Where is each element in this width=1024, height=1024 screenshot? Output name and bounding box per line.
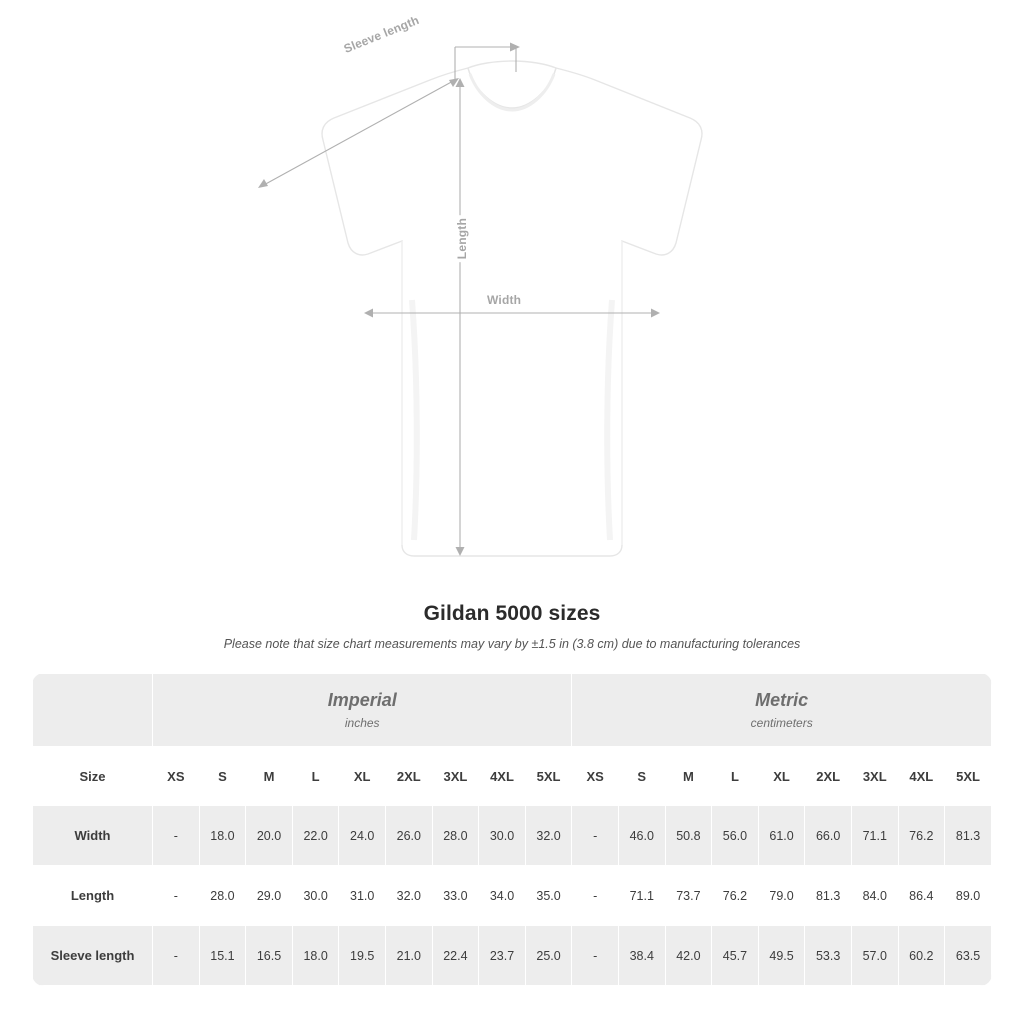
cell-width-metric-xl: 61.0 bbox=[758, 806, 805, 866]
table-row bbox=[33, 806, 992, 866]
size-header-metric-m: M bbox=[665, 747, 712, 806]
size-header-metric-xl: XL bbox=[758, 747, 805, 806]
tshirt-shape bbox=[322, 61, 702, 556]
size-header-imperial-5xl: 5XL bbox=[525, 747, 572, 806]
row-header-sleeve-length: Sleeve length bbox=[33, 926, 153, 986]
cell-length-metric-s: 71.1 bbox=[618, 866, 665, 926]
cell-width-imperial-m: 20.0 bbox=[246, 806, 293, 866]
size-header-imperial-m: M bbox=[246, 747, 293, 806]
tolerance-note: Please note that size chart measurements may vary by ±1.5 in (3.8 cm) due to manufacturing tolerances bbox=[223, 637, 801, 651]
size-header-imperial-s: S bbox=[199, 747, 246, 806]
cell-width-imperial-xl: 24.0 bbox=[339, 806, 386, 866]
size-header-metric-5xl: 5XL bbox=[945, 747, 992, 806]
size-header-imperial-3xl: 3XL bbox=[432, 747, 479, 806]
cell-sleeve-length-metric-xs: - bbox=[572, 926, 619, 986]
cell-sleeve-length-imperial-4xl: 23.7 bbox=[479, 926, 526, 986]
cell-width-imperial-l: 22.0 bbox=[292, 806, 339, 866]
cell-width-imperial-2xl: 26.0 bbox=[386, 806, 433, 866]
size-header-metric-s: S bbox=[618, 747, 665, 806]
cell-length-imperial-xl: 31.0 bbox=[339, 866, 386, 926]
size-header-row bbox=[33, 747, 992, 806]
unit-name: Metric bbox=[755, 690, 809, 710]
unit-row-corner bbox=[33, 674, 153, 747]
size-header-metric-xs: XS bbox=[572, 747, 619, 806]
cell-length-metric-3xl: 84.0 bbox=[851, 866, 898, 926]
cell-length-metric-xl: 79.0 bbox=[758, 866, 805, 926]
cell-length-metric-4xl: 86.4 bbox=[898, 866, 945, 926]
size-header-imperial-xs: XS bbox=[153, 747, 200, 806]
cell-sleeve-length-imperial-3xl: 22.4 bbox=[432, 926, 479, 986]
cell-width-imperial-4xl: 30.0 bbox=[479, 806, 526, 866]
table-row bbox=[33, 926, 992, 986]
unit-subtitle: inches bbox=[344, 716, 380, 730]
cell-length-imperial-4xl: 34.0 bbox=[479, 866, 526, 926]
sleeve-length-dimension-label: Sleeve length bbox=[339, 12, 424, 57]
cell-sleeve-length-imperial-xs: - bbox=[153, 926, 200, 986]
size-header-imperial-l: L bbox=[292, 747, 339, 806]
cell-width-metric-2xl: 66.0 bbox=[805, 806, 852, 866]
cell-length-metric-m: 73.7 bbox=[665, 866, 712, 926]
cell-width-imperial-5xl: 32.0 bbox=[525, 806, 572, 866]
cell-sleeve-length-imperial-xl: 19.5 bbox=[339, 926, 386, 986]
row-header-length: Length bbox=[33, 866, 153, 926]
cell-sleeve-length-metric-5xl: 63.5 bbox=[945, 926, 992, 986]
cell-length-imperial-3xl: 33.0 bbox=[432, 866, 479, 926]
unit-subtitle: centimeters bbox=[750, 716, 813, 730]
size-header-metric-l: L bbox=[712, 747, 759, 806]
cell-sleeve-length-metric-4xl: 60.2 bbox=[898, 926, 945, 986]
cell-width-metric-4xl: 76.2 bbox=[898, 806, 945, 866]
cell-sleeve-length-imperial-m: 16.5 bbox=[246, 926, 293, 986]
width-dimension-label: Width bbox=[484, 293, 524, 307]
cell-width-metric-xs: - bbox=[572, 806, 619, 866]
unit-header-metric bbox=[572, 674, 992, 747]
cell-sleeve-length-metric-s: 38.4 bbox=[618, 926, 665, 986]
cell-sleeve-length-metric-xl: 49.5 bbox=[758, 926, 805, 986]
cell-length-metric-xs: - bbox=[572, 866, 619, 926]
size-header-imperial-2xl: 2XL bbox=[386, 747, 433, 806]
cell-sleeve-length-metric-l: 45.7 bbox=[712, 926, 759, 986]
cell-length-imperial-5xl: 35.0 bbox=[525, 866, 572, 926]
cell-width-metric-3xl: 71.1 bbox=[851, 806, 898, 866]
cell-sleeve-length-metric-m: 42.0 bbox=[665, 926, 712, 986]
cell-length-metric-2xl: 81.3 bbox=[805, 866, 852, 926]
size-header-metric-2xl: 2XL bbox=[805, 747, 852, 806]
size-header-imperial-4xl: 4XL bbox=[479, 747, 526, 806]
cell-sleeve-length-metric-3xl: 57.0 bbox=[851, 926, 898, 986]
cell-sleeve-length-imperial-5xl: 25.0 bbox=[525, 926, 572, 986]
cell-length-imperial-2xl: 32.0 bbox=[386, 866, 433, 926]
cell-width-metric-m: 50.8 bbox=[665, 806, 712, 866]
cell-width-imperial-s: 18.0 bbox=[199, 806, 246, 866]
size-header-metric-3xl: 3XL bbox=[851, 747, 898, 806]
length-dimension-label: Length bbox=[455, 215, 469, 262]
size-table bbox=[32, 673, 992, 986]
cell-width-metric-s: 46.0 bbox=[618, 806, 665, 866]
cell-sleeve-length-metric-2xl: 53.3 bbox=[805, 926, 852, 986]
cell-sleeve-length-imperial-2xl: 21.0 bbox=[386, 926, 433, 986]
cell-length-imperial-s: 28.0 bbox=[199, 866, 246, 926]
size-table-wrapper bbox=[32, 673, 992, 986]
page-title: Gildan 5000 sizes bbox=[423, 602, 601, 625]
unit-name: Imperial bbox=[327, 690, 397, 710]
cell-length-imperial-m: 29.0 bbox=[246, 866, 293, 926]
cell-width-imperial-xs: - bbox=[153, 806, 200, 866]
cell-sleeve-length-imperial-s: 15.1 bbox=[199, 926, 246, 986]
size-column-header: Size bbox=[33, 747, 153, 806]
cell-length-metric-l: 76.2 bbox=[712, 866, 759, 926]
cell-length-metric-5xl: 89.0 bbox=[945, 866, 992, 926]
cell-sleeve-length-imperial-l: 18.0 bbox=[292, 926, 339, 986]
row-header-width: Width bbox=[33, 806, 153, 866]
size-header-metric-4xl: 4XL bbox=[898, 747, 945, 806]
table-row bbox=[33, 866, 992, 926]
size-header-imperial-xl: XL bbox=[339, 747, 386, 806]
unit-header-row bbox=[33, 674, 992, 747]
cell-width-metric-5xl: 81.3 bbox=[945, 806, 992, 866]
chart-heading bbox=[0, 602, 1024, 651]
cell-width-metric-l: 56.0 bbox=[712, 806, 759, 866]
cell-width-imperial-3xl: 28.0 bbox=[432, 806, 479, 866]
cell-length-imperial-l: 30.0 bbox=[292, 866, 339, 926]
unit-header-imperial bbox=[153, 674, 572, 747]
cell-length-imperial-xs: - bbox=[153, 866, 200, 926]
